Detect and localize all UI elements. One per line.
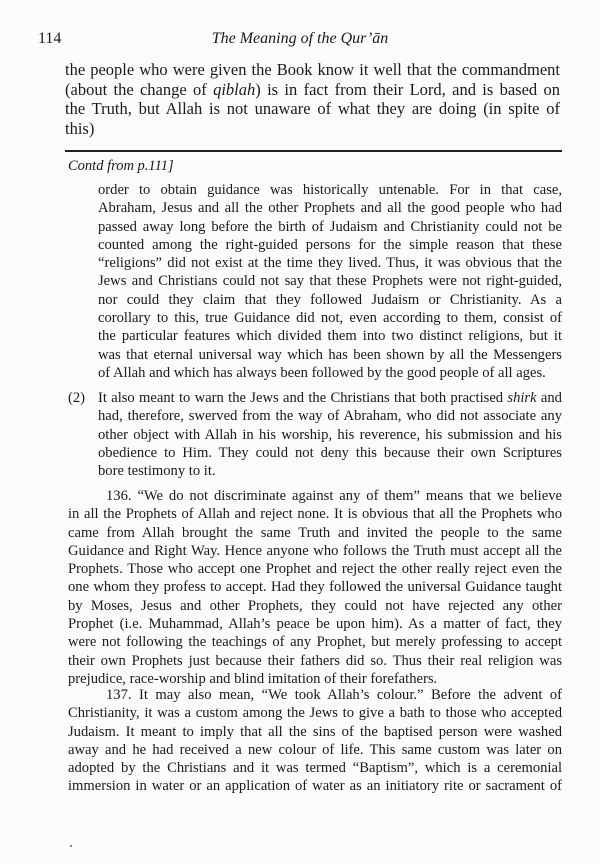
- text-line: corollary to this, true Guidance did not, even according to them, consist of: [98, 310, 562, 327]
- text-line: the people who were given the Book know it well that the commandment: [65, 60, 560, 79]
- text-line: order to obtain guidance was historically untenable. For in that case,: [98, 182, 562, 198]
- footnote-point-2: [98, 389, 562, 480]
- text-line: adopted by the Christians and it was termed “Baptism”, which is a ceremonial: [68, 760, 562, 777]
- text-line: Prophet (i.e. Muhammad, Allah’s peace be upon him). As a matter of fact, they: [68, 616, 562, 633]
- text-line: “religions” did not exist at the time they lived. Thus, it was obvious that the: [98, 255, 562, 272]
- text-line: nor could they claim that they followed Judaism or Christianity. As a: [98, 291, 562, 308]
- text-line: counted among the right-guided persons for the simple reason that these: [98, 236, 562, 253]
- text-line: 136. “We do not discriminate against any of them” means that we believe: [106, 488, 562, 504]
- text-line: passed away long before the birth of Judaism and Christianity could not be: [98, 218, 562, 235]
- page-number: 114: [38, 30, 62, 47]
- point-number: (2): [68, 390, 86, 406]
- text-line: other object with Allah in his worship, his reverence, his submission and his: [98, 426, 562, 443]
- text-line: Judaism. It meant to imply that all the sins of the baptised person were washed: [68, 723, 562, 740]
- footnote-136: [68, 487, 562, 688]
- text-line: their own Prophets just because their fathers did so. Thus their real religion was: [68, 652, 562, 669]
- text-line: of Allah and which has always been followed by the good people of all ages.: [98, 364, 546, 381]
- text-line: had, therefore, swerved from the way of Abraham, who did not associate any: [98, 408, 562, 425]
- text-line: was that eternal universal way which has been shown by all the Messengers: [98, 346, 562, 363]
- text-line: were not following the teachings of any Prophet, but merely professing to accept: [68, 634, 562, 651]
- main-text: [65, 60, 560, 138]
- scan-speck: [70, 845, 72, 847]
- text-line: immersion in water or an application of water as an initiatory rite or sacrament of: [68, 778, 562, 795]
- text-line: in all the Prophets of Allah and reject none. It is obvious that all the Prophets who: [68, 506, 562, 523]
- text-line: obedience to Him. They could not deny this because their own Scriptures: [98, 444, 562, 461]
- text-line: 137. It may also mean, “We took Allah’s colour.” Before the advent of: [106, 687, 562, 703]
- text-line: by Moses, Jesus and other Prophets, they could not have rejected any other: [68, 597, 562, 614]
- text-line: Christianity, it was a custom among the Jews to give a bath to those who accepted: [68, 705, 562, 722]
- text-line: this): [65, 118, 95, 138]
- text-line: Prophets. Those who accept one Prophet and reject the other really reject even the: [68, 561, 562, 578]
- text-line: came from Allah brought the same Truth and invited the people to the same: [68, 524, 562, 541]
- text-line: the Truth, but Allah is not unaware of what they are doing (in spite of: [65, 99, 560, 118]
- running-title: The Meaning of the Qur’ān: [211, 30, 389, 47]
- text-line: prejudice, race-worship and blind imitation of their forefathers.: [68, 670, 438, 687]
- text-line: the particular features which divided them into two distinct religions, but it: [98, 328, 562, 345]
- text-line: one whom they profess to accept. Had they followed the universal Guidance taught: [68, 579, 562, 596]
- text-line: Jews and Christians could not say that these Prophets were not right-guided,: [98, 273, 562, 290]
- footnote-divider: [65, 150, 562, 152]
- text-line: Abraham, Jesus and all the other Prophets and all the good people who had: [98, 200, 562, 217]
- footnote-continuation: [98, 181, 562, 382]
- text-line: Guidance and Right Way. Hence anyone who follows the Truth must accept all the: [68, 542, 562, 559]
- text-line: bore testimony to it.: [98, 463, 216, 480]
- footnote-137: [68, 686, 562, 796]
- text-line: It also meant to warn the Jews and the Christians that both practised shirk and: [98, 390, 562, 406]
- text-line: away and he had received a new colour of life. This same custom was later on: [68, 741, 562, 758]
- continued-label: Contd from p.111]: [68, 158, 174, 174]
- text-line: (about the change of qiblah) is in fact from their Lord, and is based on: [65, 79, 561, 99]
